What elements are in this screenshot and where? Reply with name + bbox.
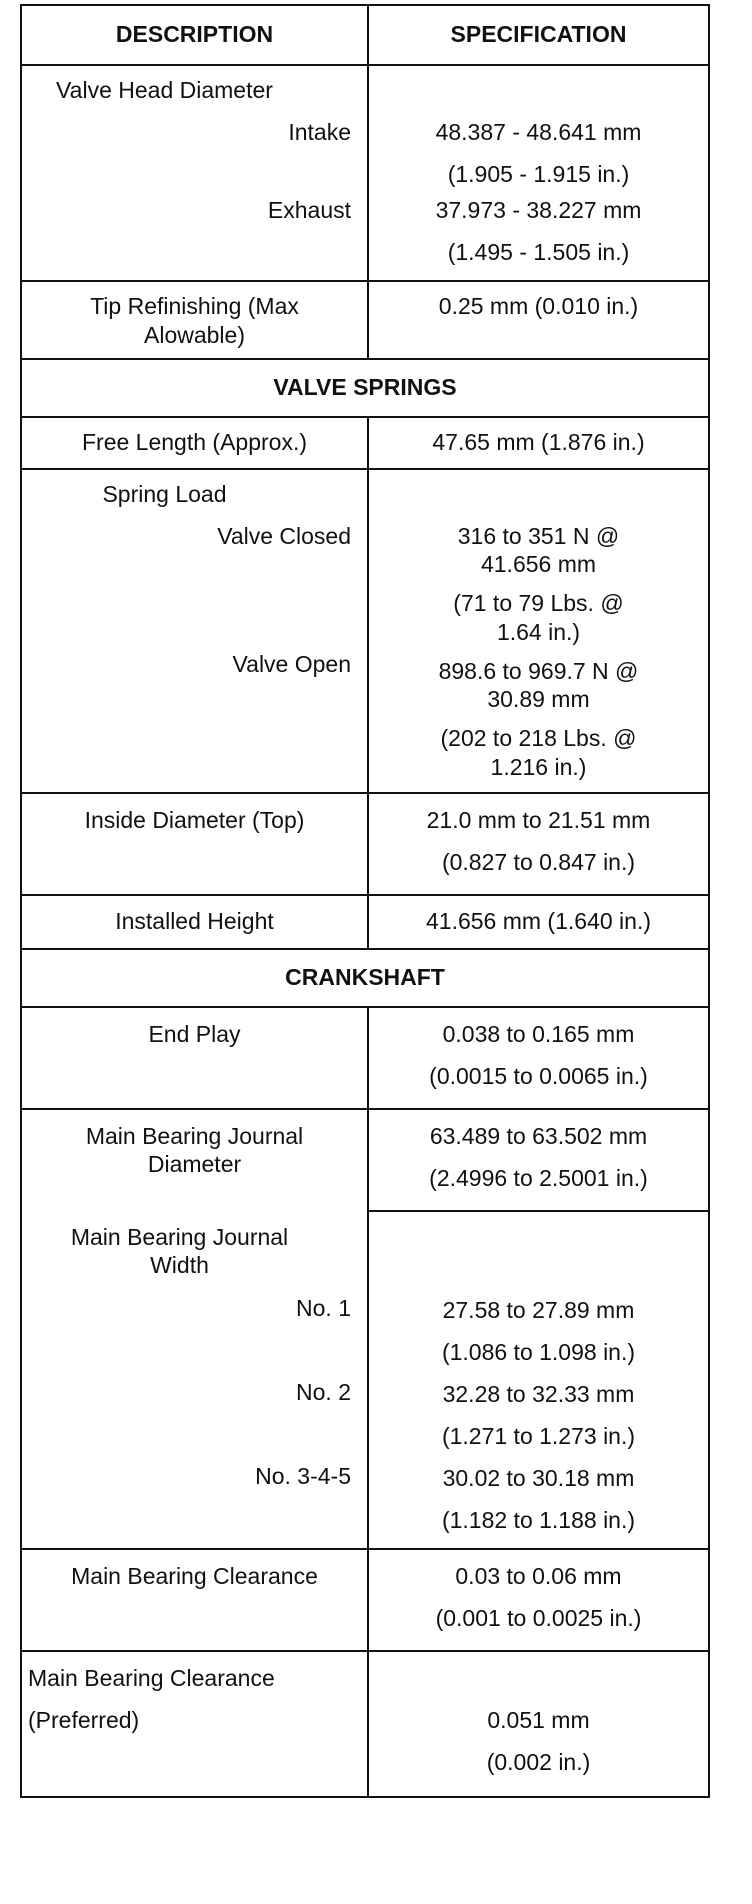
tip-row <box>21 281 709 359</box>
no2-label: No. 2 <box>296 1379 351 1405</box>
end-play-in: (0.0015 to 0.0065 in.) <box>429 1062 648 1089</box>
journal-diameter-label-line2: Diameter <box>147 1151 242 1178</box>
intake-mm: 48.387 - 48.641 mm <box>435 119 642 145</box>
journal-diameter-mm: 63.489 to 63.502 mm <box>429 1122 648 1149</box>
installed-height-value: 41.656 mm (1.640 in.) <box>368 895 709 949</box>
end-play-label: End Play <box>21 1007 368 1109</box>
inside-diameter-label: Inside Diameter (Top) <box>21 793 368 895</box>
no2-in: (1.271 to 1.273 in.) <box>441 1422 636 1449</box>
end-play-row <box>21 1007 709 1109</box>
no2-mm: 32.28 to 32.33 mm <box>442 1380 635 1407</box>
closed-n-line1: 316 to 351 N @ <box>457 522 620 549</box>
intake-in: (1.905 - 1.915 in.) <box>447 161 630 187</box>
installed-height-row <box>21 895 709 949</box>
open-n-line2: 30.89 mm <box>487 686 590 713</box>
spec-table <box>20 4 710 1798</box>
exhaust-mm: 37.973 - 38.227 mm <box>435 197 642 223</box>
installed-height-label: Installed Height <box>21 895 368 949</box>
valve-head-label: Valve Head Diameter <box>56 77 273 103</box>
header-row <box>21 5 709 65</box>
spring-load-row <box>21 469 709 793</box>
no345-in: (1.182 to 1.188 in.) <box>441 1506 636 1533</box>
pref-label-line2: (Preferred) <box>28 1706 140 1733</box>
no1-in: (1.086 to 1.098 in.) <box>441 1338 636 1365</box>
specification-header: SPECIFICATION <box>368 5 709 65</box>
exhaust-in: (1.495 - 1.505 in.) <box>447 239 630 265</box>
free-length-row <box>21 417 709 469</box>
closed-lbs-line1: (71 to 79 Lbs. @ <box>453 590 624 616</box>
bearing-clearance-mm: 0.03 to 0.06 mm <box>455 1562 622 1589</box>
open-n-line1: 898.6 to 969.7 N @ <box>438 657 639 684</box>
inside-diameter-row <box>21 793 709 895</box>
intake-label: Intake <box>288 119 351 145</box>
journal-diameter-label-line1: Main Bearing Journal <box>85 1122 304 1149</box>
tip-label-line2: Alowable) <box>144 321 245 348</box>
bearing-clearance-row <box>21 1549 709 1651</box>
valve-springs-section <box>21 359 709 417</box>
valve-springs-heading: VALVE SPRINGS <box>21 359 709 417</box>
inside-diameter-mm: 21.0 mm to 21.51 mm <box>426 806 651 833</box>
journal-width-row <box>21 1211 709 1549</box>
no1-mm: 27.58 to 27.89 mm <box>442 1296 635 1323</box>
pref-in: (0.002 in.) <box>486 1748 591 1775</box>
free-length-label: Free Length (Approx.) <box>21 417 368 469</box>
description-header: DESCRIPTION <box>21 5 368 65</box>
pref-label-line1: Main Bearing Clearance <box>28 1664 275 1691</box>
tip-value: 0.25 mm (0.010 in.) <box>438 293 639 319</box>
open-lbs-line2: 1.216 in.) <box>490 753 587 780</box>
bearing-clearance-in: (0.001 to 0.0025 in.) <box>435 1604 642 1631</box>
valve-closed-label: Valve Closed <box>217 522 351 549</box>
closed-lbs-line2: 1.64 in.) <box>496 618 581 645</box>
no1-label: No. 1 <box>296 1295 351 1321</box>
pref-mm: 0.051 mm <box>487 1706 590 1733</box>
journal-width-label-line1: Main Bearing Journal <box>70 1223 289 1250</box>
tip-label-line1: Tip Refinishing (Max <box>90 293 299 319</box>
journal-diameter-in: (2.4996 to 2.5001 in.) <box>429 1164 648 1191</box>
closed-n-line2: 41.656 mm <box>480 551 597 578</box>
open-lbs-line1: (202 to 218 Lbs. @ <box>440 725 637 751</box>
no345-mm: 30.02 to 30.18 mm <box>442 1464 635 1491</box>
spring-load-label: Spring Load <box>102 480 227 507</box>
no345-label: No. 3-4-5 <box>255 1463 351 1489</box>
valve-head-row <box>21 65 709 281</box>
exhaust-label: Exhaust <box>267 197 351 223</box>
bearing-clearance-pref-row <box>21 1651 709 1797</box>
crankshaft-section <box>21 949 709 1007</box>
end-play-mm: 0.038 to 0.165 mm <box>442 1020 635 1047</box>
inside-diameter-in: (0.827 to 0.847 in.) <box>441 848 636 875</box>
free-length-value: 47.65 mm (1.876 in.) <box>368 417 709 469</box>
journal-width-label-line2: Width <box>150 1252 209 1279</box>
journal-diameter-row <box>21 1109 709 1211</box>
crankshaft-heading: CRANKSHAFT <box>21 949 709 1007</box>
bearing-clearance-label: Main Bearing Clearance <box>21 1549 368 1651</box>
valve-open-label: Valve Open <box>232 650 351 677</box>
